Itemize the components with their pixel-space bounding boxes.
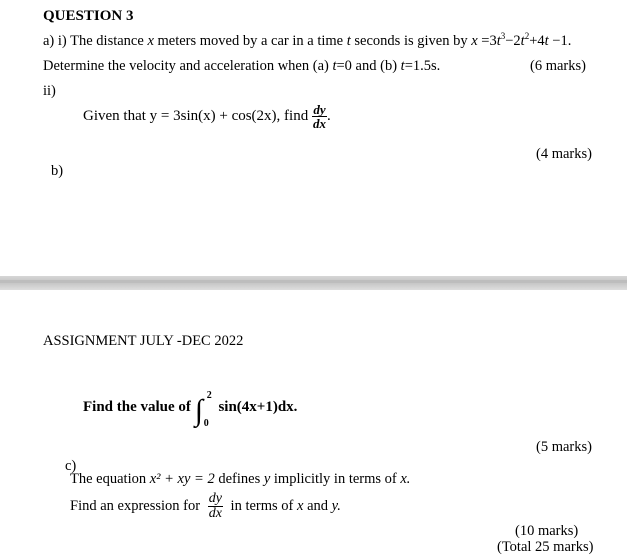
integral-upper-limit: 2 — [206, 390, 212, 401]
part-c-line2: Find an expression for $\frac{dy}{dx}$ in terms of x and y. — [70, 491, 341, 521]
assignment-heading: ASSIGNMENT JULY -DEC 2022 — [43, 333, 244, 349]
part-ii-marks: (4 marks) — [536, 146, 592, 162]
part-c-marks: (10 marks) — [515, 523, 579, 539]
integrand: sin(4x+1)dx. — [218, 399, 298, 415]
page-separator — [0, 276, 627, 290]
part-a-text1: The distance — [70, 33, 144, 49]
part-a-line1 — [43, 33, 571, 50]
integral-marks: (5 marks) — [536, 439, 592, 455]
dy-dx-fraction-c: $\frac{dy}{dx}$ — [208, 491, 222, 521]
var-x: x — [147, 33, 154, 49]
integral-question — [83, 390, 298, 430]
integral-lower-limit: 0 — [203, 418, 209, 429]
dy-dx-fraction: $\frac{dy}{dx}$ — [312, 102, 326, 131]
implicit-equation: x² + xy = 2 — [149, 471, 215, 487]
part-a-text3: seconds is given by — [354, 33, 468, 49]
part-ii-label: ii) — [43, 83, 56, 99]
part-ii-question: Given that y = 3sin(x) + cos(2x), find $\frac{dy}{dx}$ . — [83, 102, 331, 131]
part-a-line2: Determine the velocity and acceleration when (a) t=0 and (b) t=1.5s. — [43, 58, 441, 74]
part-a-text2: meters moved by a car in a time — [157, 33, 344, 49]
part-a-marks: (6 marks) — [530, 58, 586, 74]
part-ii-text: Given that y = 3sin(x) + cos(2x), find — [83, 107, 309, 124]
part-b-label: b) — [51, 163, 64, 179]
part-c-label: c) — [65, 458, 77, 474]
integral-sign: ∫ 2 0 — [194, 390, 212, 429]
part-a-label: a) i) — [43, 33, 67, 49]
part-c-line1: The equation x² + xy = 2 defines y implicitly in terms of x. — [70, 471, 411, 487]
distance-equation: $x =3t^3-2t^2+4t -1$. — [471, 31, 572, 49]
var-t: t — [346, 33, 351, 49]
total-marks: (Total 25 marks) — [497, 539, 594, 555]
question-heading: QUESTION 3 — [43, 8, 134, 24]
integral-prefix: Find the value of — [83, 399, 191, 415]
